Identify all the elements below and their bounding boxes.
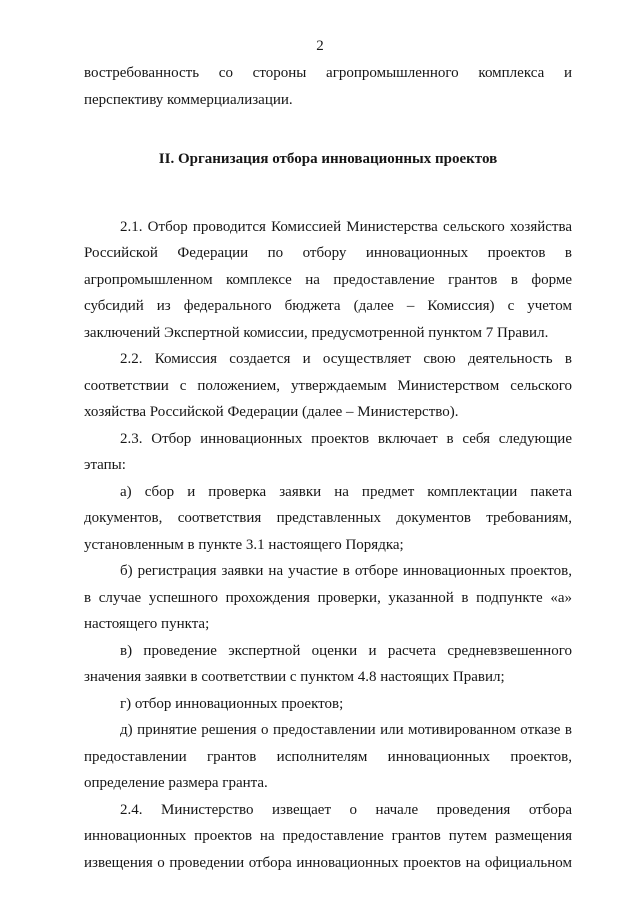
- page-number: 2: [316, 38, 324, 54]
- section-heading: II. Организация отбора инновационных проектов: [158, 151, 498, 167]
- paragraph-2-4: 2.4. Министерство извещает о начале проведения отбора инновационных проектов на предоставление грантов путем размещения извещения о проведении отбора инновационных проектов на официальном: [84, 801, 572, 871]
- list-item-a: а) сбор и проверка заявки на предмет комплектации пакета документов, соответствия представленных документов требованиям, установленным в пункте 3.1 настоящего Порядка;: [84, 483, 572, 553]
- paragraph-2-1: 2.1. Отбор проводится Комиссией Министерства сельского хозяйства Российской Федерации по отбору инновационных проектов в агропромышленном комплексе на предоставление грантов в форме субсидий из федерального бюджета (далее – Комиссия) с учетом заключений Экспертной комиссии, предусмотренной пунктом 7 Правил.: [84, 218, 572, 341]
- document-body: [84, 60, 572, 876]
- list-item-v: в) проведение экспертной оценки и расчета средневзвешенного значения заявки в соответствии с пунктом 4.8 настоящих Правил;: [84, 642, 572, 685]
- paragraph-continuation: востребованность со стороны агропромышленного комплекса и перспективу коммерциализации.: [84, 65, 572, 108]
- paragraph-2-2: 2.2. Комиссия создается и осуществляет свою деятельность в соответствии с положением, утверждаемым Министерством сельского хозяйства Российской Федерации (далее – Министерство).: [84, 351, 572, 420]
- paragraph-2-3: 2.3. Отбор инновационных проектов включает в себя следующие этапы:: [84, 430, 572, 473]
- list-item-d: д) принятие решения о предоставлении или мотивированном отказе в предоставлении грантов исполнителям инновационных проектов, определение размера гранта.: [84, 722, 572, 791]
- list-item-g: г) отбор инновационных проектов;: [120, 695, 344, 712]
- list-item-b: б) регистрация заявки на участие в отборе инновационных проектов, в случае успешного прохождения проверки, указанной в подпункте «а» настоящего пункта;: [84, 563, 572, 632]
